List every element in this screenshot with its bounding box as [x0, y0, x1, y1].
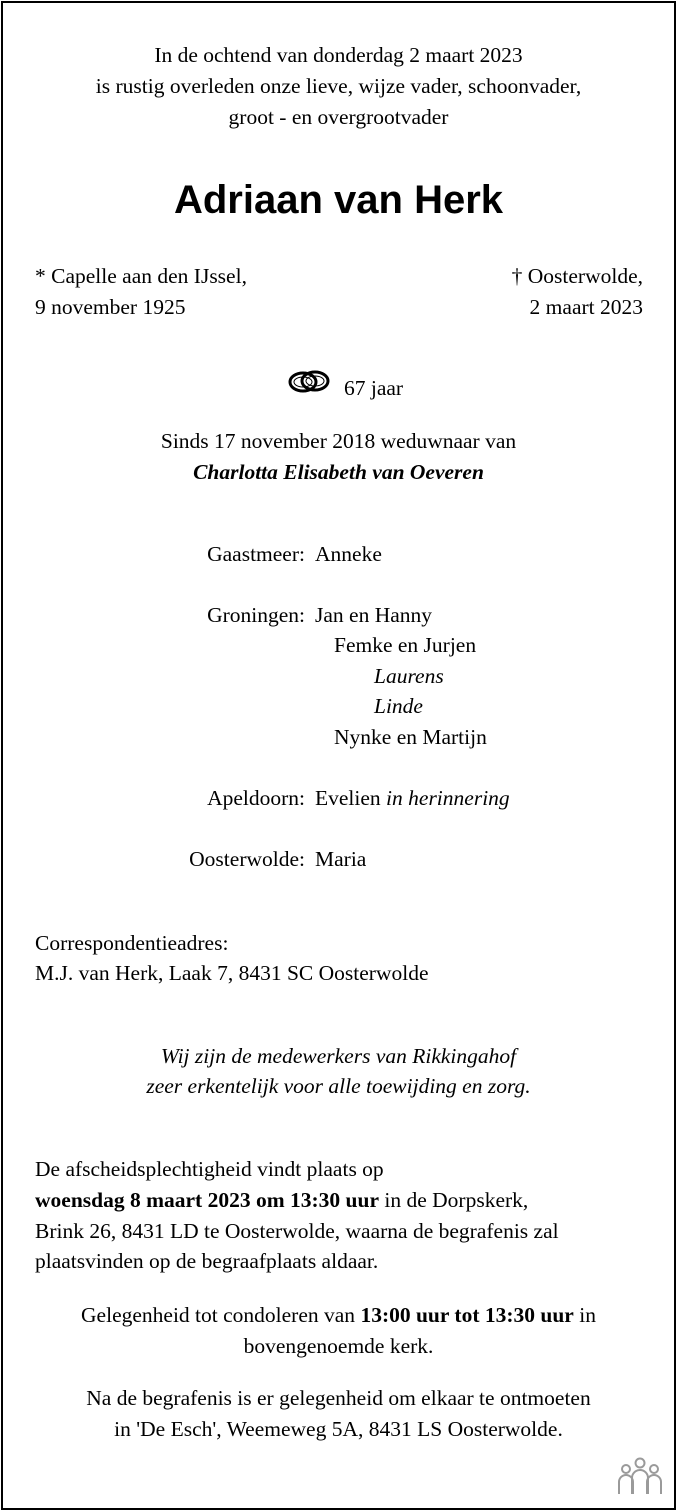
intro-line-2: is rustig overleden onze lieve, wijze vader, schoonvader,	[95, 74, 582, 98]
family-name-evelien: Evelien	[315, 786, 381, 810]
family-label-oosterwolde: Oosterwolde:	[189, 847, 305, 871]
family-name-nynke-martijn: Nynke en Martijn	[334, 725, 487, 749]
intro-line-1: In de ochtend van donderdag 2 maart 2023	[154, 43, 523, 67]
meeting-line-1: Na de begrafenis is er gelegenheid om elkaar te ontmoeten	[86, 1386, 591, 1410]
condolence-time: 13:00 uur tot 13:30 uur	[360, 1303, 574, 1327]
family-label-apeldoorn: Apeldoorn:	[207, 786, 305, 810]
family-name-jan-hanny: Jan en Hanny	[315, 603, 433, 627]
death-date: 2 maart 2023	[529, 295, 643, 319]
thanks-line-2: zeer erkentelijk voor alle toewijding en zorg.	[146, 1074, 531, 1098]
widower-line: Sinds 17 november 2018 weduwnaar van	[160, 429, 517, 453]
in-memory-note: in herinnering	[386, 786, 510, 810]
funeral-line-3: Brink 26, 8431 LD te Oosterwolde, waarna de begrafenis zal	[35, 1219, 559, 1243]
birth-place: * Capelle aan den IJssel,	[35, 264, 247, 288]
funeral-line-1: De afscheidsplechtigheid vindt plaats op	[35, 1157, 384, 1181]
condolence-line-2: bovengenoemde kerk.	[243, 1334, 434, 1358]
thanks-line-1: Wij zijn de medewerkers van Rikkingahof	[160, 1044, 517, 1068]
funeral-location-start: in de Dorpskerk,	[379, 1188, 529, 1212]
family-name-laurens: Laurens	[374, 664, 444, 688]
condolence-suffix: in	[573, 1303, 596, 1327]
family-label-groningen: Groningen:	[207, 603, 305, 627]
spouse-name: Charlotta Elisabeth van Oeveren	[193, 460, 484, 484]
funeral-datetime: woensdag 8 maart 2023 om 13:30 uur	[35, 1188, 379, 1212]
meeting-line-2: in 'De Esch', Weemeweg 5A, 8431 LS Oosterwolde.	[114, 1417, 563, 1441]
marriage-years: 67 jaar	[344, 376, 404, 400]
condolence-prefix: Gelegenheid tot condoleren van	[81, 1303, 361, 1327]
funeral-line-2	[35, 1185, 528, 1215]
people-group-logo-icon	[617, 1456, 663, 1496]
family-entry-evelien	[315, 783, 510, 813]
correspondence-address: M.J. van Herk, Laak 7, 8431 SC Oosterwolde	[35, 961, 429, 985]
deceased-name: Adriaan van Herk	[173, 178, 504, 222]
family-name-femke-jurjen: Femke en Jurjen	[334, 633, 477, 657]
death-place: † Oosterwolde,	[511, 264, 643, 288]
family-name-linde: Linde	[374, 694, 423, 718]
obituary-card	[1, 1, 676, 1510]
birth-date: 9 november 1925	[35, 295, 186, 319]
family-name-maria: Maria	[315, 847, 367, 871]
wedding-rings-icon	[286, 368, 332, 396]
condolence-line-1	[3, 1300, 674, 1330]
family-label-gaastmeer: Gaastmeer:	[207, 542, 305, 566]
correspondence-label: Correspondentieadres:	[35, 931, 229, 955]
funeral-line-4: plaatsvinden op de begraafplaats aldaar.	[35, 1249, 379, 1273]
family-name-anneke: Anneke	[315, 542, 382, 566]
intro-line-3: groot - en overgrootvader	[228, 105, 449, 129]
